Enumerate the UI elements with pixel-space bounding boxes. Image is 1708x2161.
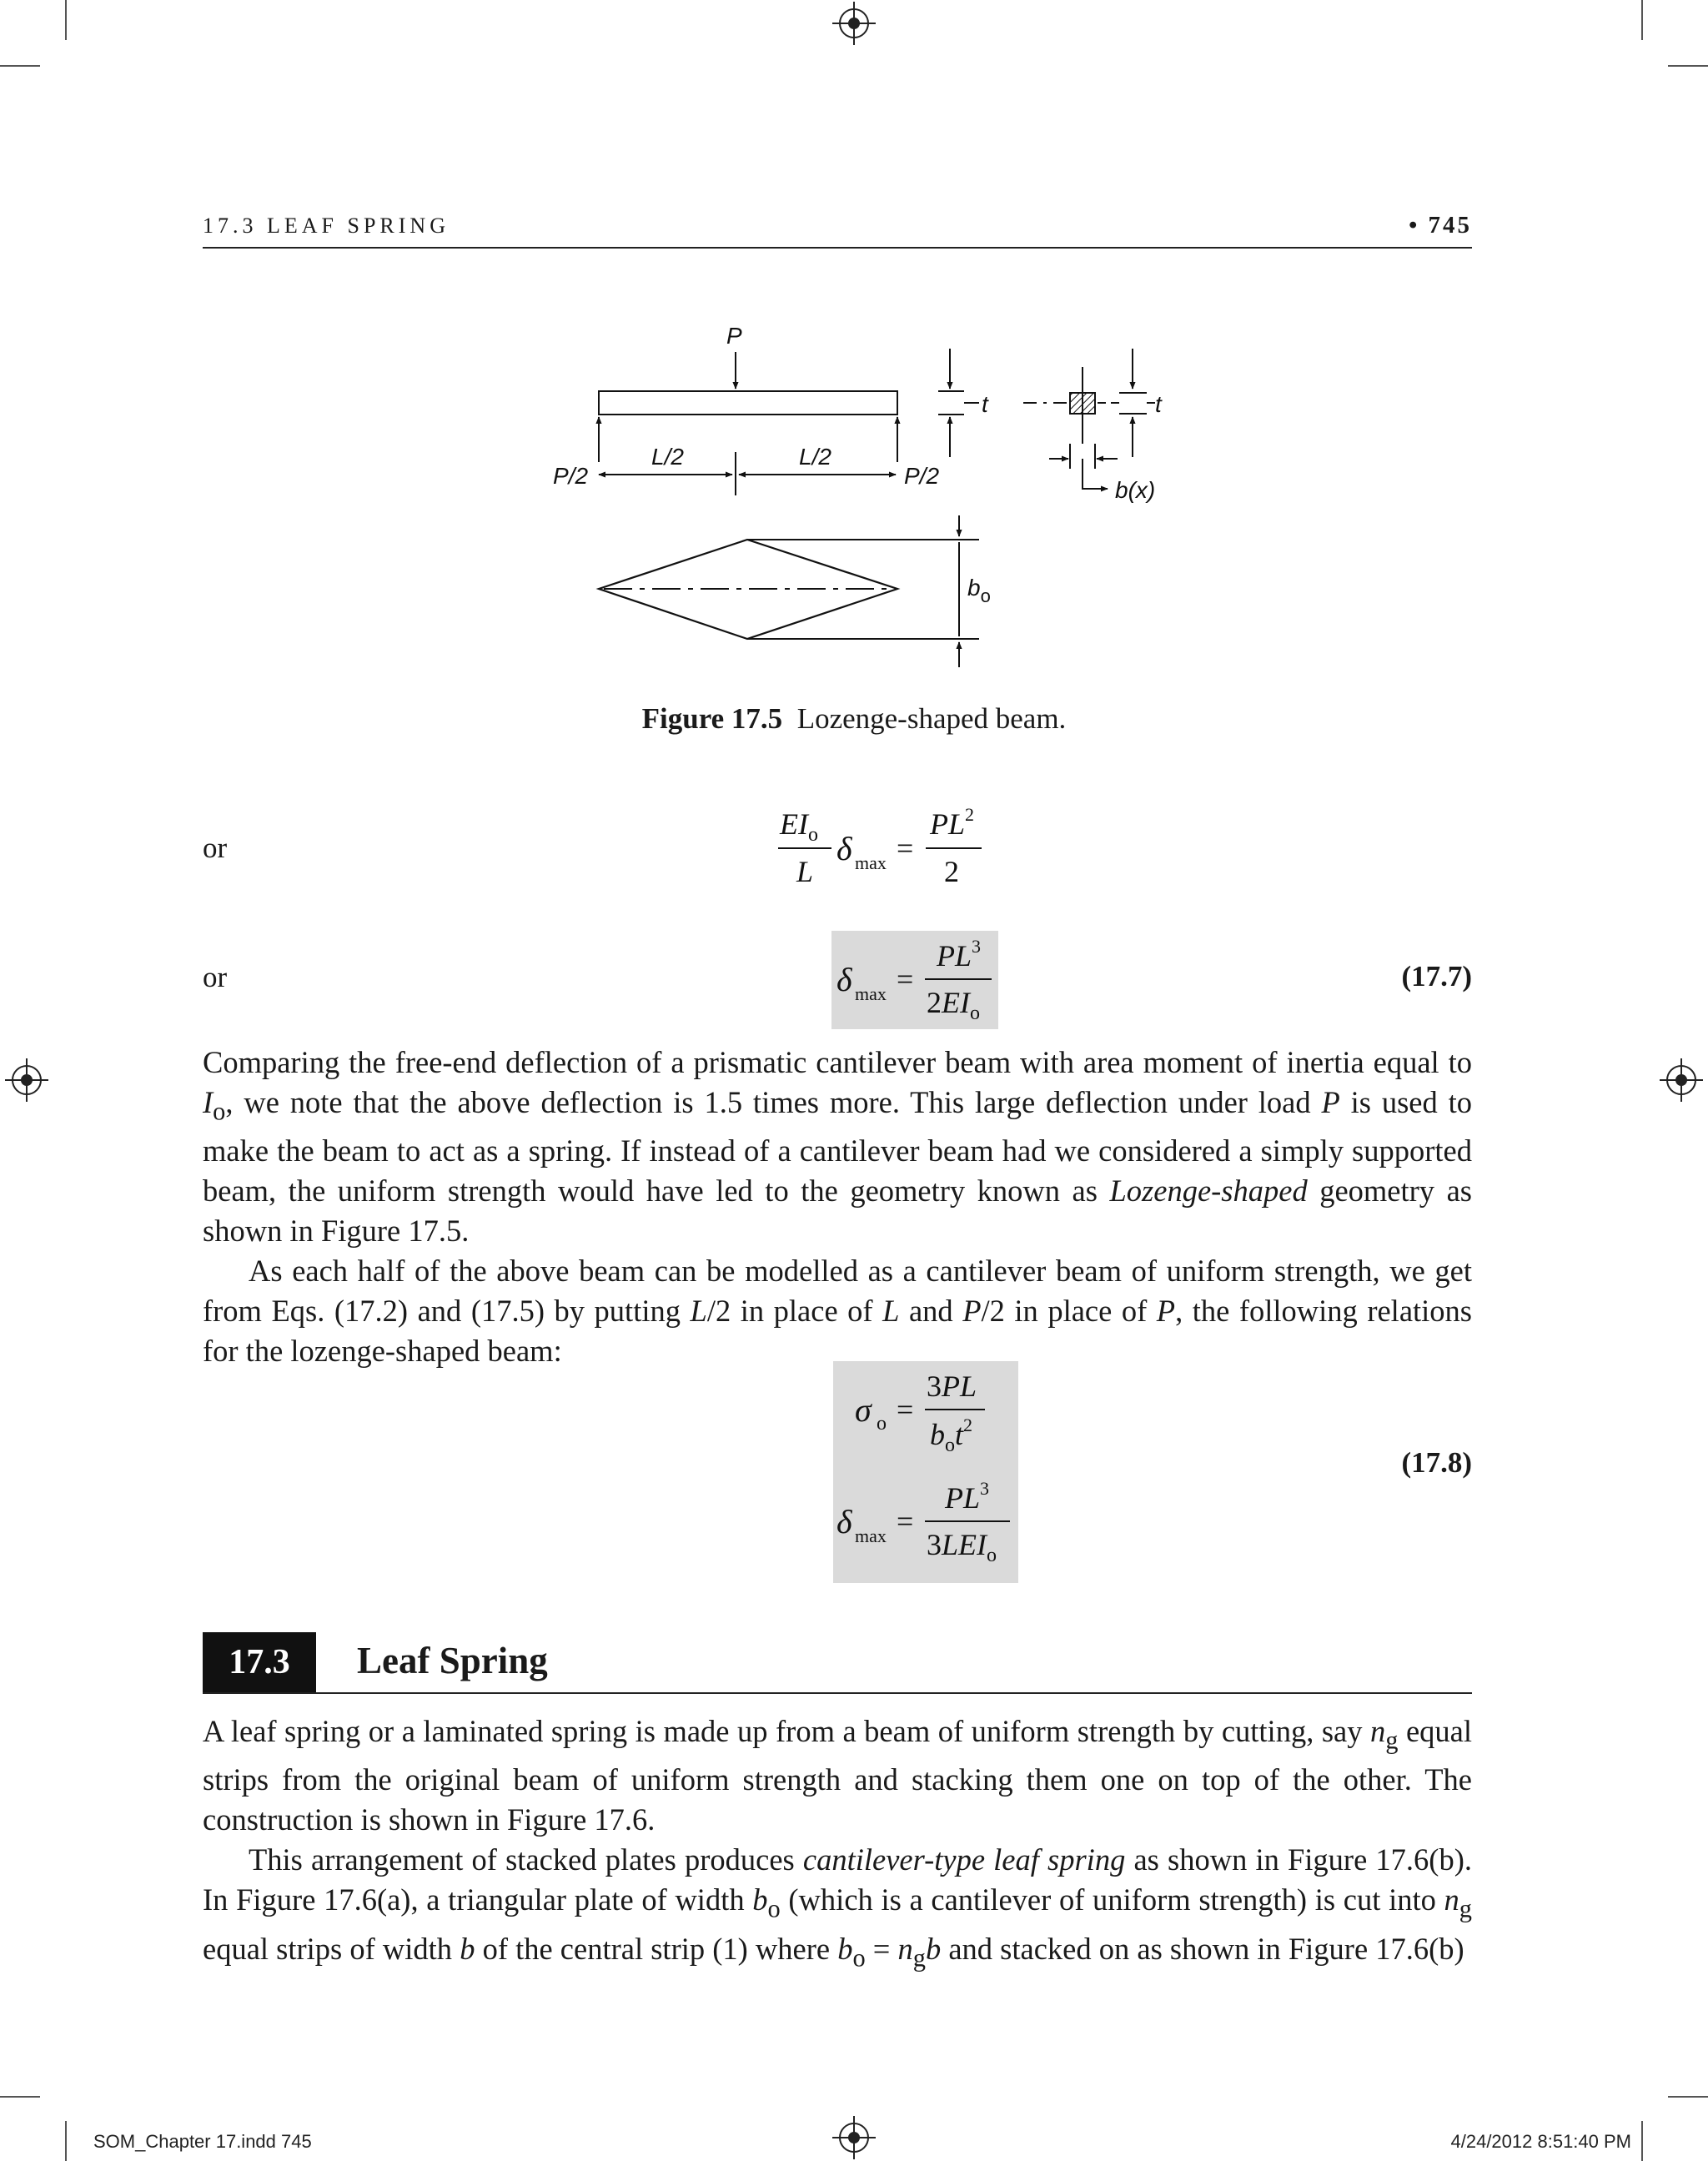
cross-section [1070, 393, 1095, 414]
crop-mark [0, 2096, 40, 2098]
equation-17-7 [831, 931, 998, 1029]
figure-caption [0, 702, 1708, 736]
section-heading [203, 1632, 1472, 1694]
label-b-x: b(x) [1115, 477, 1156, 503]
svg-text:max: max [855, 983, 887, 1004]
svg-text:3LEIo: $3LEI_o$ [927, 1528, 997, 1566]
label-L-half-left: L/2 [651, 444, 684, 470]
section-title: Leaf Spring [357, 1640, 548, 1681]
svg-text:2EIo: $2EI_o$ [927, 986, 980, 1024]
crop-mark [1668, 2096, 1708, 2098]
svg-text:PL2: $PL^2$ [930, 804, 975, 841]
svg-text:2: 2 [944, 855, 959, 888]
svg-text:PL3: $PL^3$ [937, 936, 982, 972]
svg-text:=: = [897, 832, 914, 865]
footer-timestamp: 4/24/2012 8:51:40 PM [1450, 2131, 1631, 2152]
paragraph-deflection-comparison: Comparing the free-end deflection of a prismatic cantilever beam with area moment of inertia equal to $I_o$, we note that the above deflection is 1.5 times more. This large deflection under load P is used to make the beam to act as a spring. If instead of a cantilever beam had we considered a simply supported beam, the uniform strength would have led to the geometry known as Lozenge-shaped geometry as shown in Figure 17.5. As each half of the above beam can be modelled as a cantilever beam of uniform strength, we get from Eqs. (17.2) and (17.5) by putting L/2 in place of L and P/2 in place of P, the following relations for the lozenge-shaped beam: [203, 1045, 1473, 1369]
equation-number-17-8: (17.8) [1401, 1446, 1472, 1479]
label-P-half-right: P/2 [904, 463, 940, 489]
svg-text:δ: δ [836, 1503, 852, 1540]
running-head-title: 17.3 LEAF SPRING [203, 214, 450, 238]
svg-text:o: o [877, 1413, 887, 1435]
label-b-o: $b_o$ [967, 575, 991, 606]
label-P: P [726, 323, 742, 349]
svg-text:bot2: $b_ot^2$ [930, 1415, 973, 1456]
page-number: • 745 [1409, 212, 1472, 239]
caption-text: Lozenge-shaped beam. [796, 702, 1067, 735]
svg-text:EIo: $EI_o$ [780, 807, 818, 846]
registration-mark-icon [12, 1065, 42, 1095]
svg-text:L: L [796, 855, 814, 888]
svg-text:=: = [897, 1505, 914, 1538]
equation-number-17-7: (17.7) [1401, 960, 1472, 993]
svg-text:PL3: $PL^3$ [945, 1478, 990, 1515]
section-number: 17.3 [203, 1632, 316, 1692]
or-label: or [203, 961, 228, 993]
svg-text:δ: δ [836, 830, 852, 867]
label-P-half-left: P/2 [553, 463, 589, 489]
footer-file-name: SOM_Chapter 17.indd 745 [93, 2131, 312, 2152]
or-label: or [203, 832, 228, 864]
label-t-left: t [982, 391, 988, 417]
label-t-right: t [1155, 391, 1162, 417]
paragraph-leaf-spring: A leaf spring or a laminated spring is made up from a beam of uniform strength by cutting, say $n_g$ equal strips from the original beam of uniform strength and stacking them one on top of the other. The construction is shown in Figure 17.6. This arrangement of stacked plates produces cantilever-type leaf spring as shown in Figure 17.6(b). In Figure 17.6(a), a triangular plate of width $b_o$ (which is a cantilever of uniform strength) is cut into $n_g$ equal strips of width b of the central strip (1) where $b_o = n_gb$ and stacked on as shown in Figure 17.6(b) [203, 1714, 1473, 1972]
svg-text:δ: δ [836, 961, 852, 998]
caption-label: Figure 17.5 [641, 702, 783, 735]
svg-text:σ: σ [855, 1391, 872, 1429]
svg-text:max: max [855, 852, 887, 873]
registration-mark-icon [839, 2123, 869, 2153]
beam-elevation [599, 391, 897, 415]
registration-mark-icon [1666, 1065, 1696, 1095]
crop-mark [65, 2121, 67, 2161]
svg-text:3PL: 3PL [927, 1369, 977, 1403]
crop-mark [1641, 2121, 1643, 2161]
svg-text:=: = [897, 1393, 914, 1426]
label-L-half-right: L/2 [799, 444, 831, 470]
equation-17-8 [833, 1361, 1018, 1583]
equation-deflection-relation [771, 797, 988, 897]
svg-text:=: = [897, 962, 914, 996]
figure-lozenge-beam [0, 0, 1708, 692]
svg-text:max: max [855, 1525, 887, 1546]
